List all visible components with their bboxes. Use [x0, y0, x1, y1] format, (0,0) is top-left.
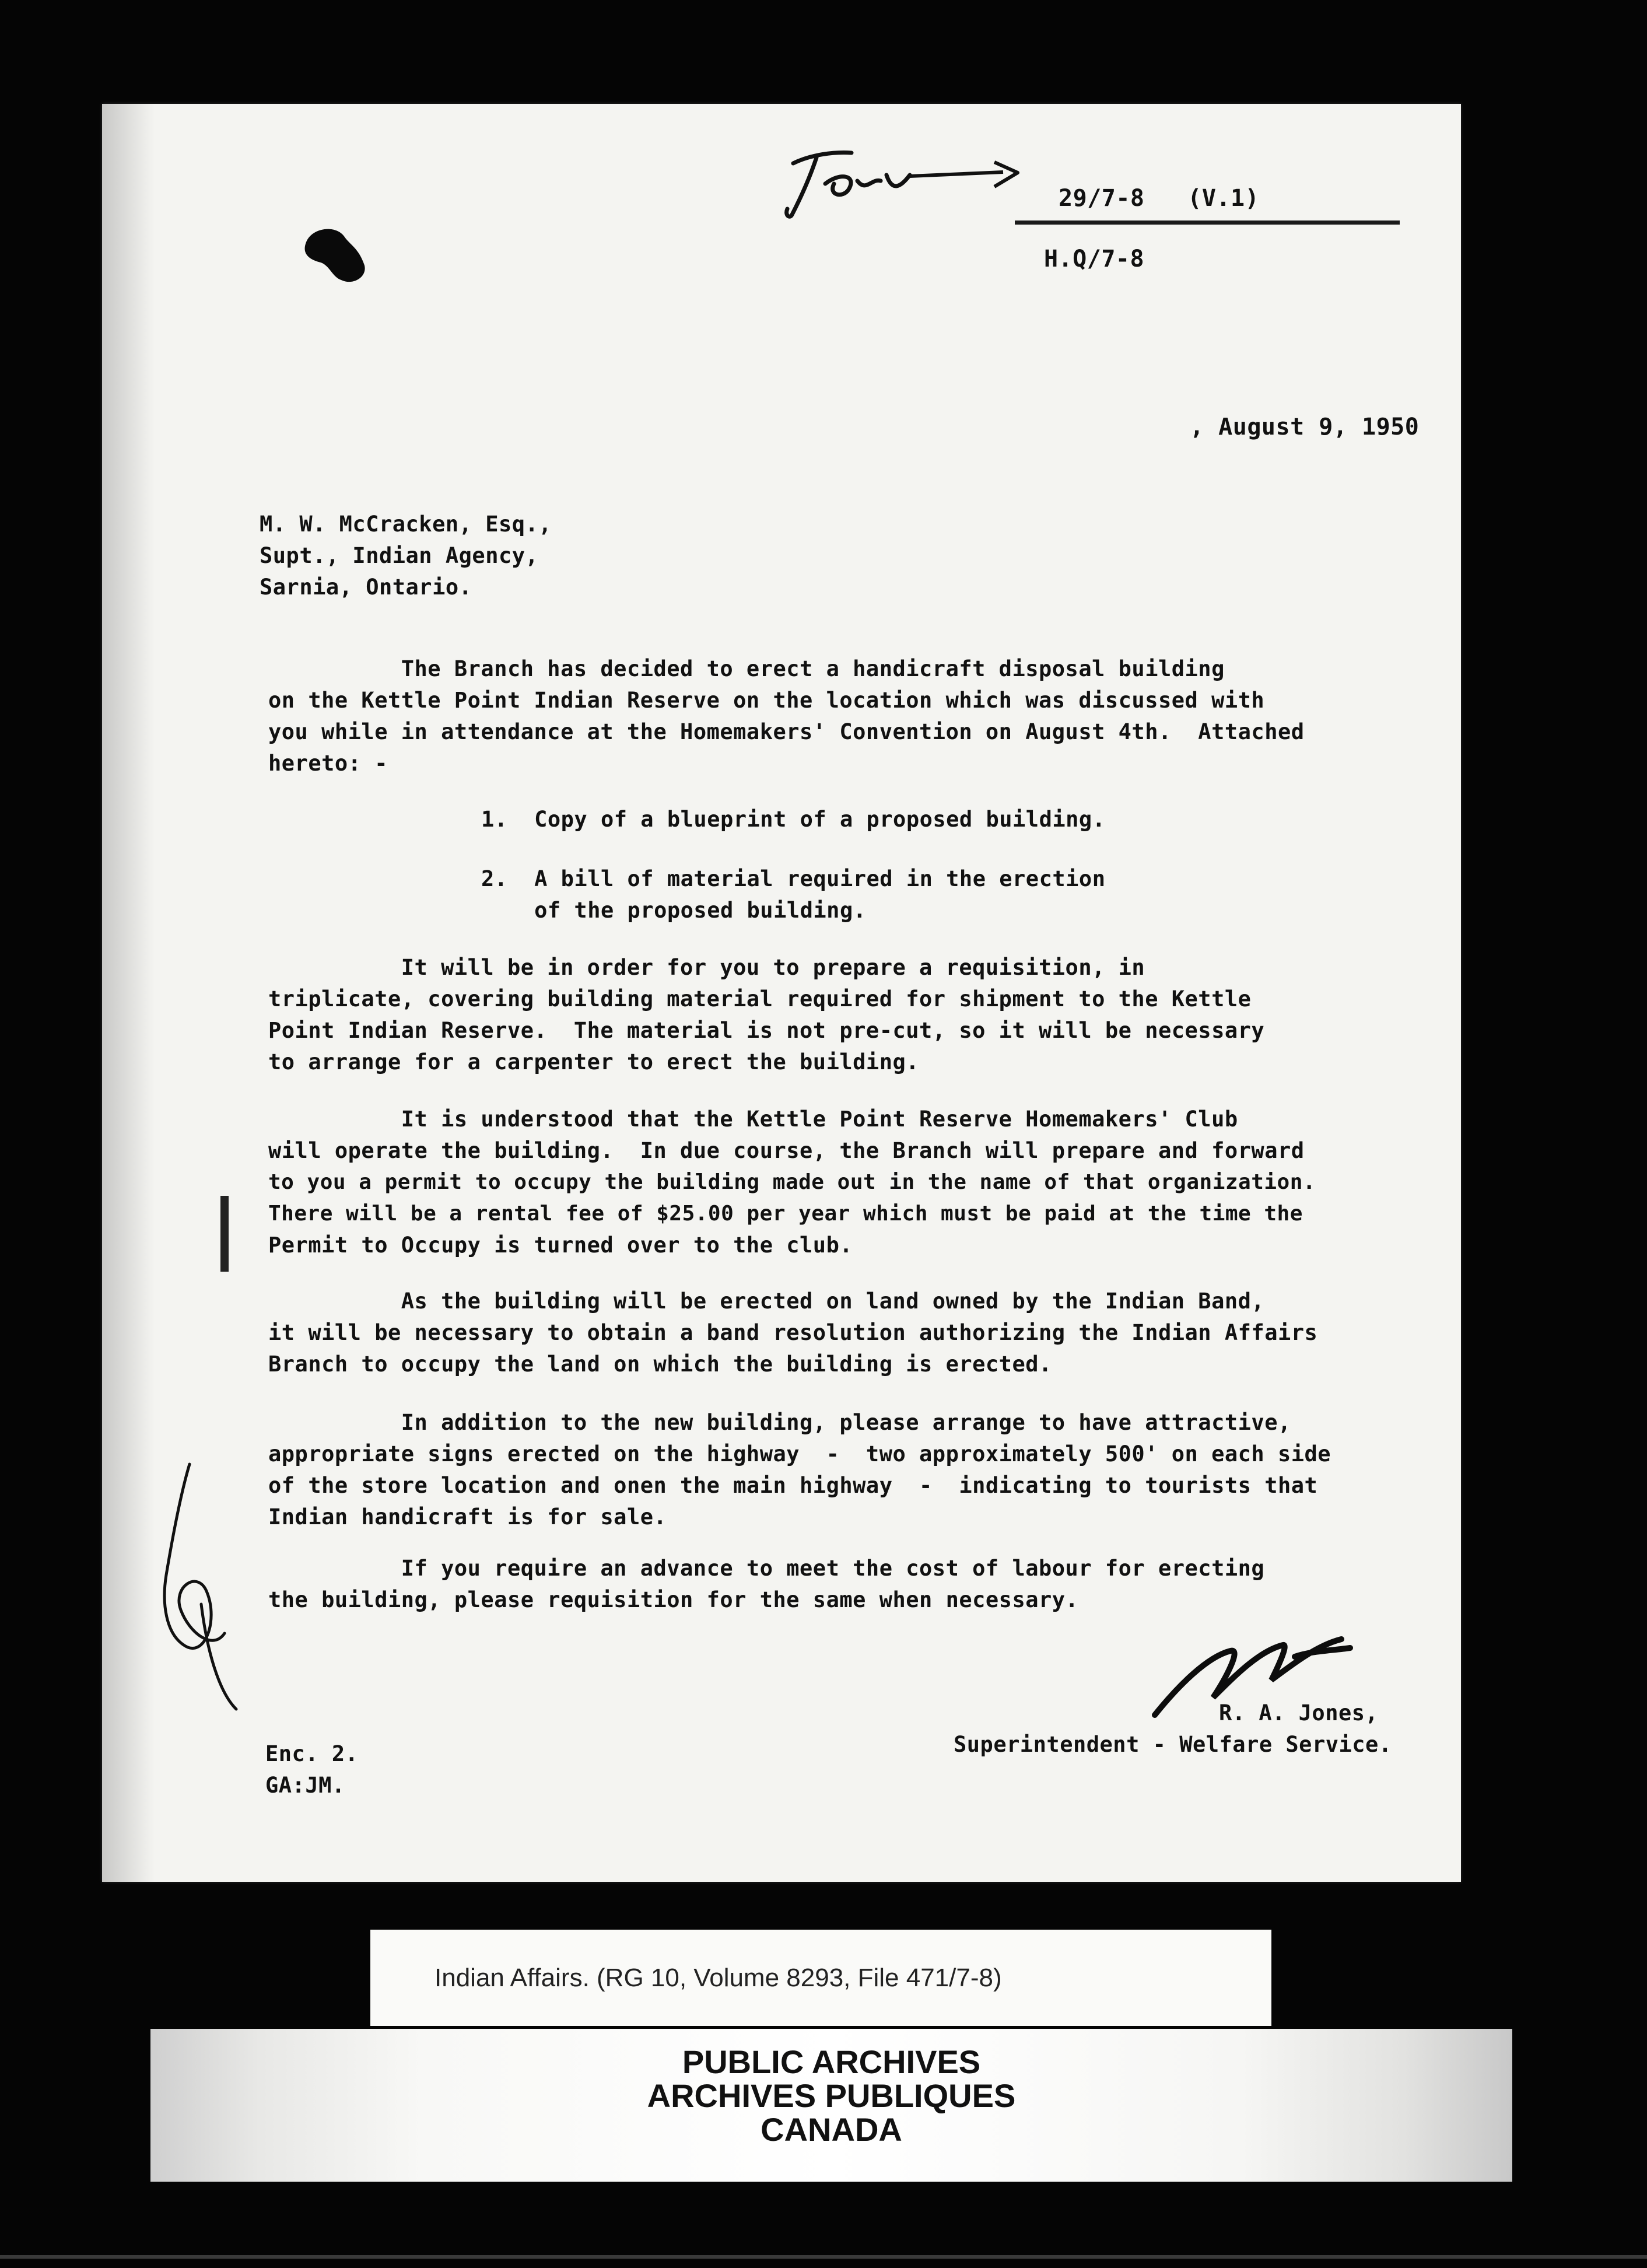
recipient-line: Sarnia, Ontario.	[260, 575, 472, 600]
body-line: of the store location and onen the main highway - indicating to tourists that	[268, 1473, 1318, 1498]
recipient-line: M. W. McCracken, Esq.,	[260, 512, 552, 537]
body-line: to arrange for a carpenter to erect the building.	[268, 1049, 920, 1074]
body-line: to you a permit to occupy the building made out in the name of that organization.	[268, 1170, 1316, 1194]
body-line: The Branch has decided to erect a handicraft disposal building	[268, 656, 1225, 681]
body-line: appropriate signs erected on the highway - two approximately 500' on each side	[268, 1441, 1331, 1466]
body-line: As the building will be erected on land owned by the Indian Band,	[268, 1289, 1265, 1314]
body-line: It will be in order for you to prepare a requisition, in	[268, 955, 1145, 980]
signatory-title: Superintendent - Welfare Service.	[954, 1732, 1392, 1757]
handwritten-margin-initials	[149, 1458, 254, 1715]
body-line: There will be a rental fee of $25.00 per year which must be paid at the time the	[268, 1202, 1303, 1226]
margin-mark	[220, 1196, 229, 1272]
letter-date: , August 9, 1950	[1190, 414, 1420, 440]
archive-stamp-strip	[150, 2029, 1512, 2182]
body-line: Permit to Occupy is turned over to the club.	[268, 1233, 853, 1258]
archive-caption-card	[370, 1930, 1271, 2026]
handwritten-for-text: For	[770, 131, 787, 142]
body-line: triplicate, covering building material required for shipment to the Kettle	[268, 986, 1252, 1012]
body-line: the building, please requisition for the same when necessary.	[268, 1587, 1079, 1612]
sheet-shadow	[102, 104, 155, 1882]
attachment-item-2: 2. A bill of material required in the erection	[481, 866, 1106, 891]
recipient-line: Supt., Indian Agency,	[260, 543, 539, 568]
stamp-line: PUBLIC ARCHIVES	[682, 2043, 981, 2080]
enclosure-note: Enc. 2.	[265, 1741, 359, 1766]
body-line: it will be necessary to obtain a band resolution authorizing the Indian Affairs	[268, 1320, 1318, 1345]
body-line: In addition to the new building, please arrange to have attractive,	[268, 1410, 1291, 1435]
hq-reference: H.Q/7-8	[1044, 246, 1145, 272]
attachment-item-2-cont: of the proposed building.	[481, 898, 867, 923]
body-line: on the Kettle Point Indian Reserve on the location which was discussed with	[268, 688, 1265, 713]
stamp-line: CANADA	[761, 2111, 902, 2148]
body-line: hereto: -	[268, 751, 388, 776]
typist-initials: GA:JM.	[265, 1773, 345, 1798]
body-line: Branch to occupy the land on which the building is erected.	[268, 1352, 1052, 1377]
body-line: will operate the building. In due course, the Branch will prepare and forward	[268, 1138, 1305, 1163]
body-line: you while in attendance at the Homemakers' Convention on August 4th. Attached	[268, 719, 1305, 744]
stamp-line: ARCHIVES PUBLIQUES	[647, 2077, 1016, 2114]
archive-stamp	[150, 2045, 1512, 2147]
body-line: Point Indian Reserve. The material is not pre-cut, so it will be necessary	[268, 1018, 1265, 1043]
attachment-item-1: 1. Copy of a blueprint of a proposed building.	[481, 807, 1106, 832]
body-line: It is understood that the Kettle Point Reserve Homemakers' Club	[268, 1107, 1238, 1132]
ink-blot-mark	[300, 225, 370, 289]
signatory-name: R. A. Jones,	[1219, 1700, 1379, 1726]
reference-underline	[1015, 220, 1400, 225]
file-reference: 29/7-8 (V.1)	[1059, 185, 1260, 212]
bottom-border	[0, 2255, 1647, 2259]
body-line: Indian handicraft is for sale.	[268, 1504, 667, 1530]
handwritten-for-arrow	[770, 131, 1026, 228]
body-line: If you require an advance to meet the cost of labour for erecting	[268, 1556, 1265, 1581]
archive-caption: Indian Affairs. (RG 10, Volume 8293, File 471/7-8)	[434, 1964, 1002, 1992]
